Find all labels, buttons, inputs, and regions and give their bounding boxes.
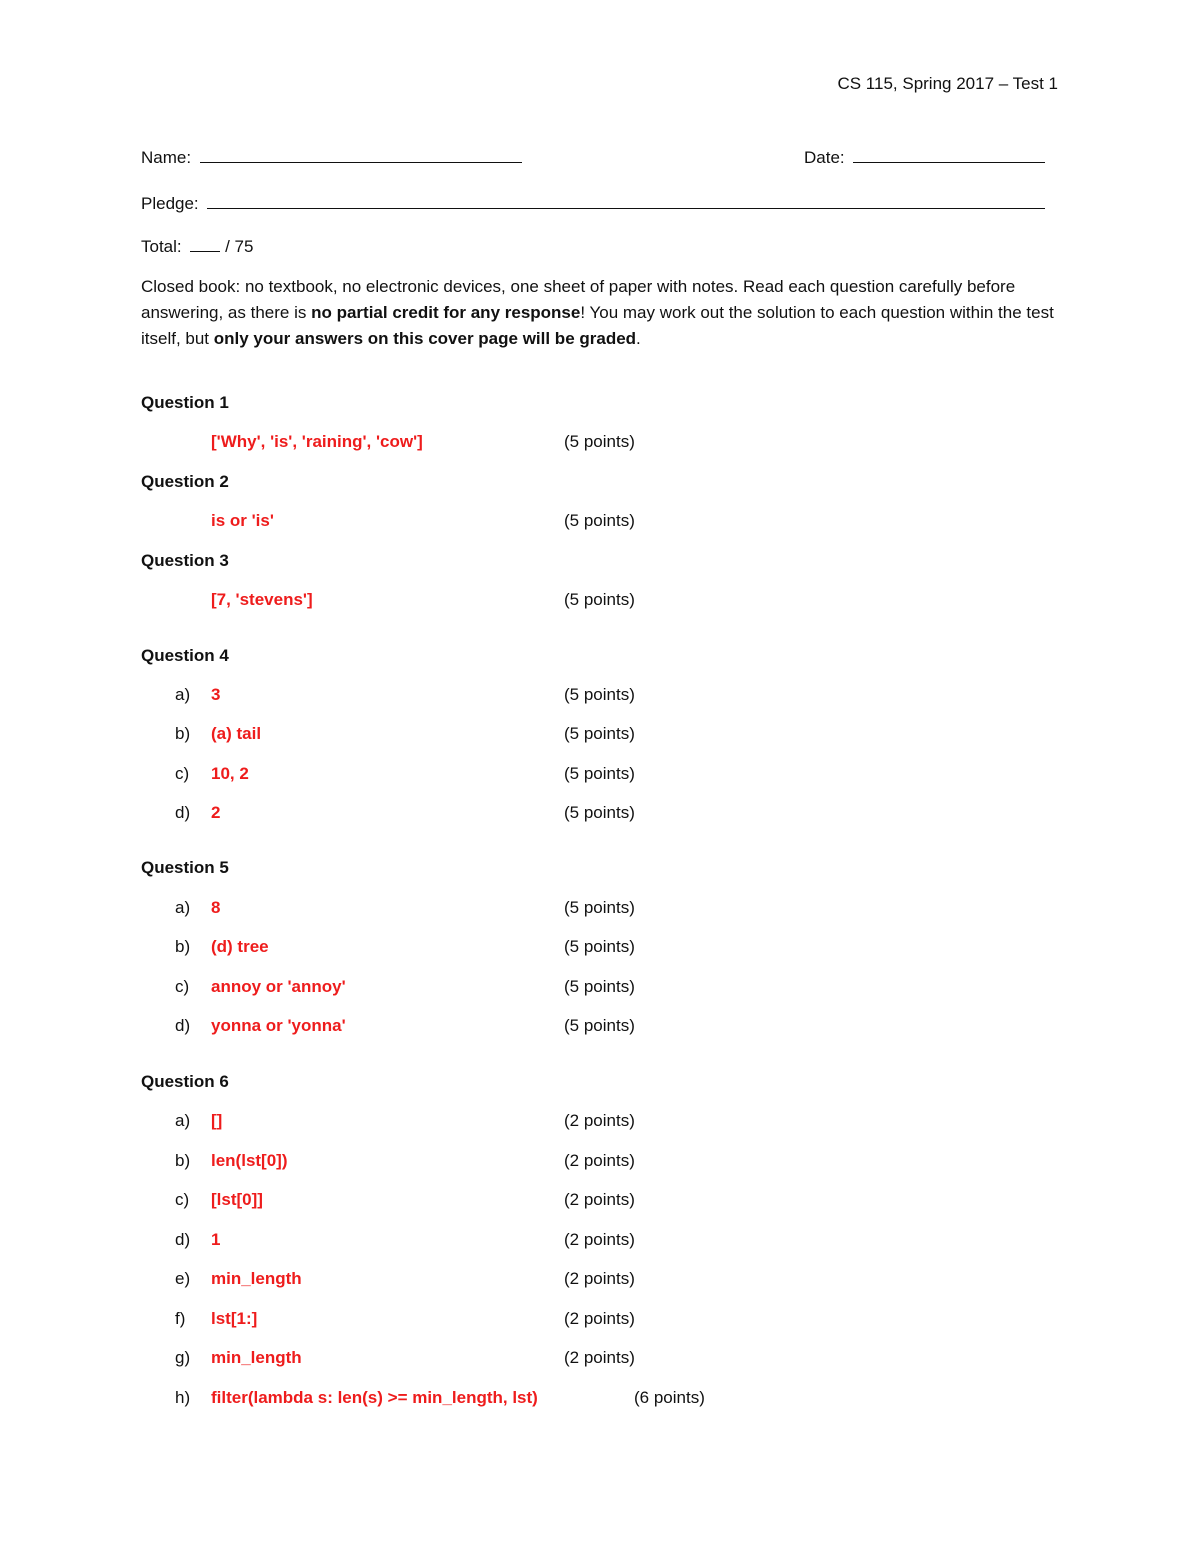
points: (6 points) xyxy=(634,1388,705,1407)
points: (5 points) xyxy=(564,685,635,704)
instructions-text-3: . xyxy=(636,329,641,348)
points: (5 points) xyxy=(564,511,635,530)
item-letter: d) xyxy=(175,1016,191,1035)
instructions-text-2: ! You may work out the solution to each question within the test itself, but xyxy=(141,303,1054,348)
instructions xyxy=(141,274,1061,352)
answer: 8 xyxy=(211,898,221,917)
answer: (d) tree xyxy=(211,937,269,956)
total-row xyxy=(141,233,253,257)
date-label: Date: xyxy=(804,148,845,167)
item-letter: a) xyxy=(175,1111,191,1130)
points: (5 points) xyxy=(564,898,635,917)
answer: annoy or 'annoy' xyxy=(211,977,346,996)
question-title: Question 3 xyxy=(141,551,229,570)
total-label: Total: xyxy=(141,237,182,256)
item-letter: d) xyxy=(175,803,191,822)
item-letter: c) xyxy=(175,977,190,996)
points: (5 points) xyxy=(564,724,635,743)
item-letter: g) xyxy=(175,1348,191,1367)
answer: [lst[0]] xyxy=(211,1190,263,1209)
total-score-field[interactable] xyxy=(190,233,220,252)
pledge-row xyxy=(141,190,1045,214)
item-letter: b) xyxy=(175,937,191,956)
item-letter: c) xyxy=(175,1190,190,1209)
points: (2 points) xyxy=(564,1151,635,1170)
points: (5 points) xyxy=(564,590,635,609)
item-letter: a) xyxy=(175,898,191,917)
points: (5 points) xyxy=(564,937,635,956)
instructions-text-1: Closed book: no textbook, no electronic devices, one sheet of paper with notes. Read each question carefully before answering, as there is xyxy=(141,277,1016,322)
answer: 2 xyxy=(211,803,221,822)
name-field[interactable] xyxy=(200,144,522,163)
answer: ['Why', 'is', 'raining', 'cow'] xyxy=(211,432,423,451)
answer: 10, 2 xyxy=(211,764,249,783)
item-letter: a) xyxy=(175,685,191,704)
item-letter: b) xyxy=(175,1151,191,1170)
item-letter: h) xyxy=(175,1388,191,1407)
points: (5 points) xyxy=(564,977,635,996)
points: (5 points) xyxy=(564,764,635,783)
item-letter: f) xyxy=(175,1309,186,1328)
answer: min_length xyxy=(211,1348,302,1367)
question-title: Question 4 xyxy=(141,646,229,665)
instructions-bold-1: no partial credit for any response xyxy=(311,303,581,322)
question-title: Question 6 xyxy=(141,1072,229,1091)
page-header: CS 115, Spring 2017 – Test 1 xyxy=(837,74,1058,93)
answer: filter(lambda s: len(s) >= min_length, lst) xyxy=(211,1388,538,1407)
date-row xyxy=(804,144,1045,168)
answer: min_length xyxy=(211,1269,302,1288)
answer: is or 'is' xyxy=(211,511,274,530)
answer: len(lst[0]) xyxy=(211,1151,288,1170)
item-letter: d) xyxy=(175,1230,191,1249)
points: (2 points) xyxy=(564,1309,635,1328)
points: (2 points) xyxy=(564,1269,635,1288)
points: (5 points) xyxy=(564,803,635,822)
points: (2 points) xyxy=(564,1190,635,1209)
question-title: Question 2 xyxy=(141,472,229,491)
points: (2 points) xyxy=(564,1230,635,1249)
answer: lst[1:] xyxy=(211,1309,258,1328)
answer: yonna or 'yonna' xyxy=(211,1016,346,1035)
name-label: Name: xyxy=(141,148,192,167)
question-title: Question 1 xyxy=(141,393,229,412)
answer: 3 xyxy=(211,685,221,704)
answer: [7, 'stevens'] xyxy=(211,590,313,609)
date-field[interactable] xyxy=(853,144,1045,163)
answer: 1 xyxy=(211,1230,221,1249)
item-letter: b) xyxy=(175,724,191,743)
name-row xyxy=(141,144,522,168)
answer: (a) tail xyxy=(211,724,262,743)
item-letter: c) xyxy=(175,764,190,783)
answer: [] xyxy=(211,1111,223,1130)
item-letter: e) xyxy=(175,1269,191,1288)
points: (2 points) xyxy=(564,1348,635,1367)
instructions-bold-2: only your answers on this cover page will be graded xyxy=(213,329,637,348)
pledge-field[interactable] xyxy=(207,190,1045,209)
question-title: Question 5 xyxy=(141,858,229,877)
points: (5 points) xyxy=(564,1016,635,1035)
total-max: / 75 xyxy=(225,237,254,256)
points: (2 points) xyxy=(564,1111,635,1130)
pledge-label: Pledge: xyxy=(141,194,199,213)
points: (5 points) xyxy=(564,432,635,451)
